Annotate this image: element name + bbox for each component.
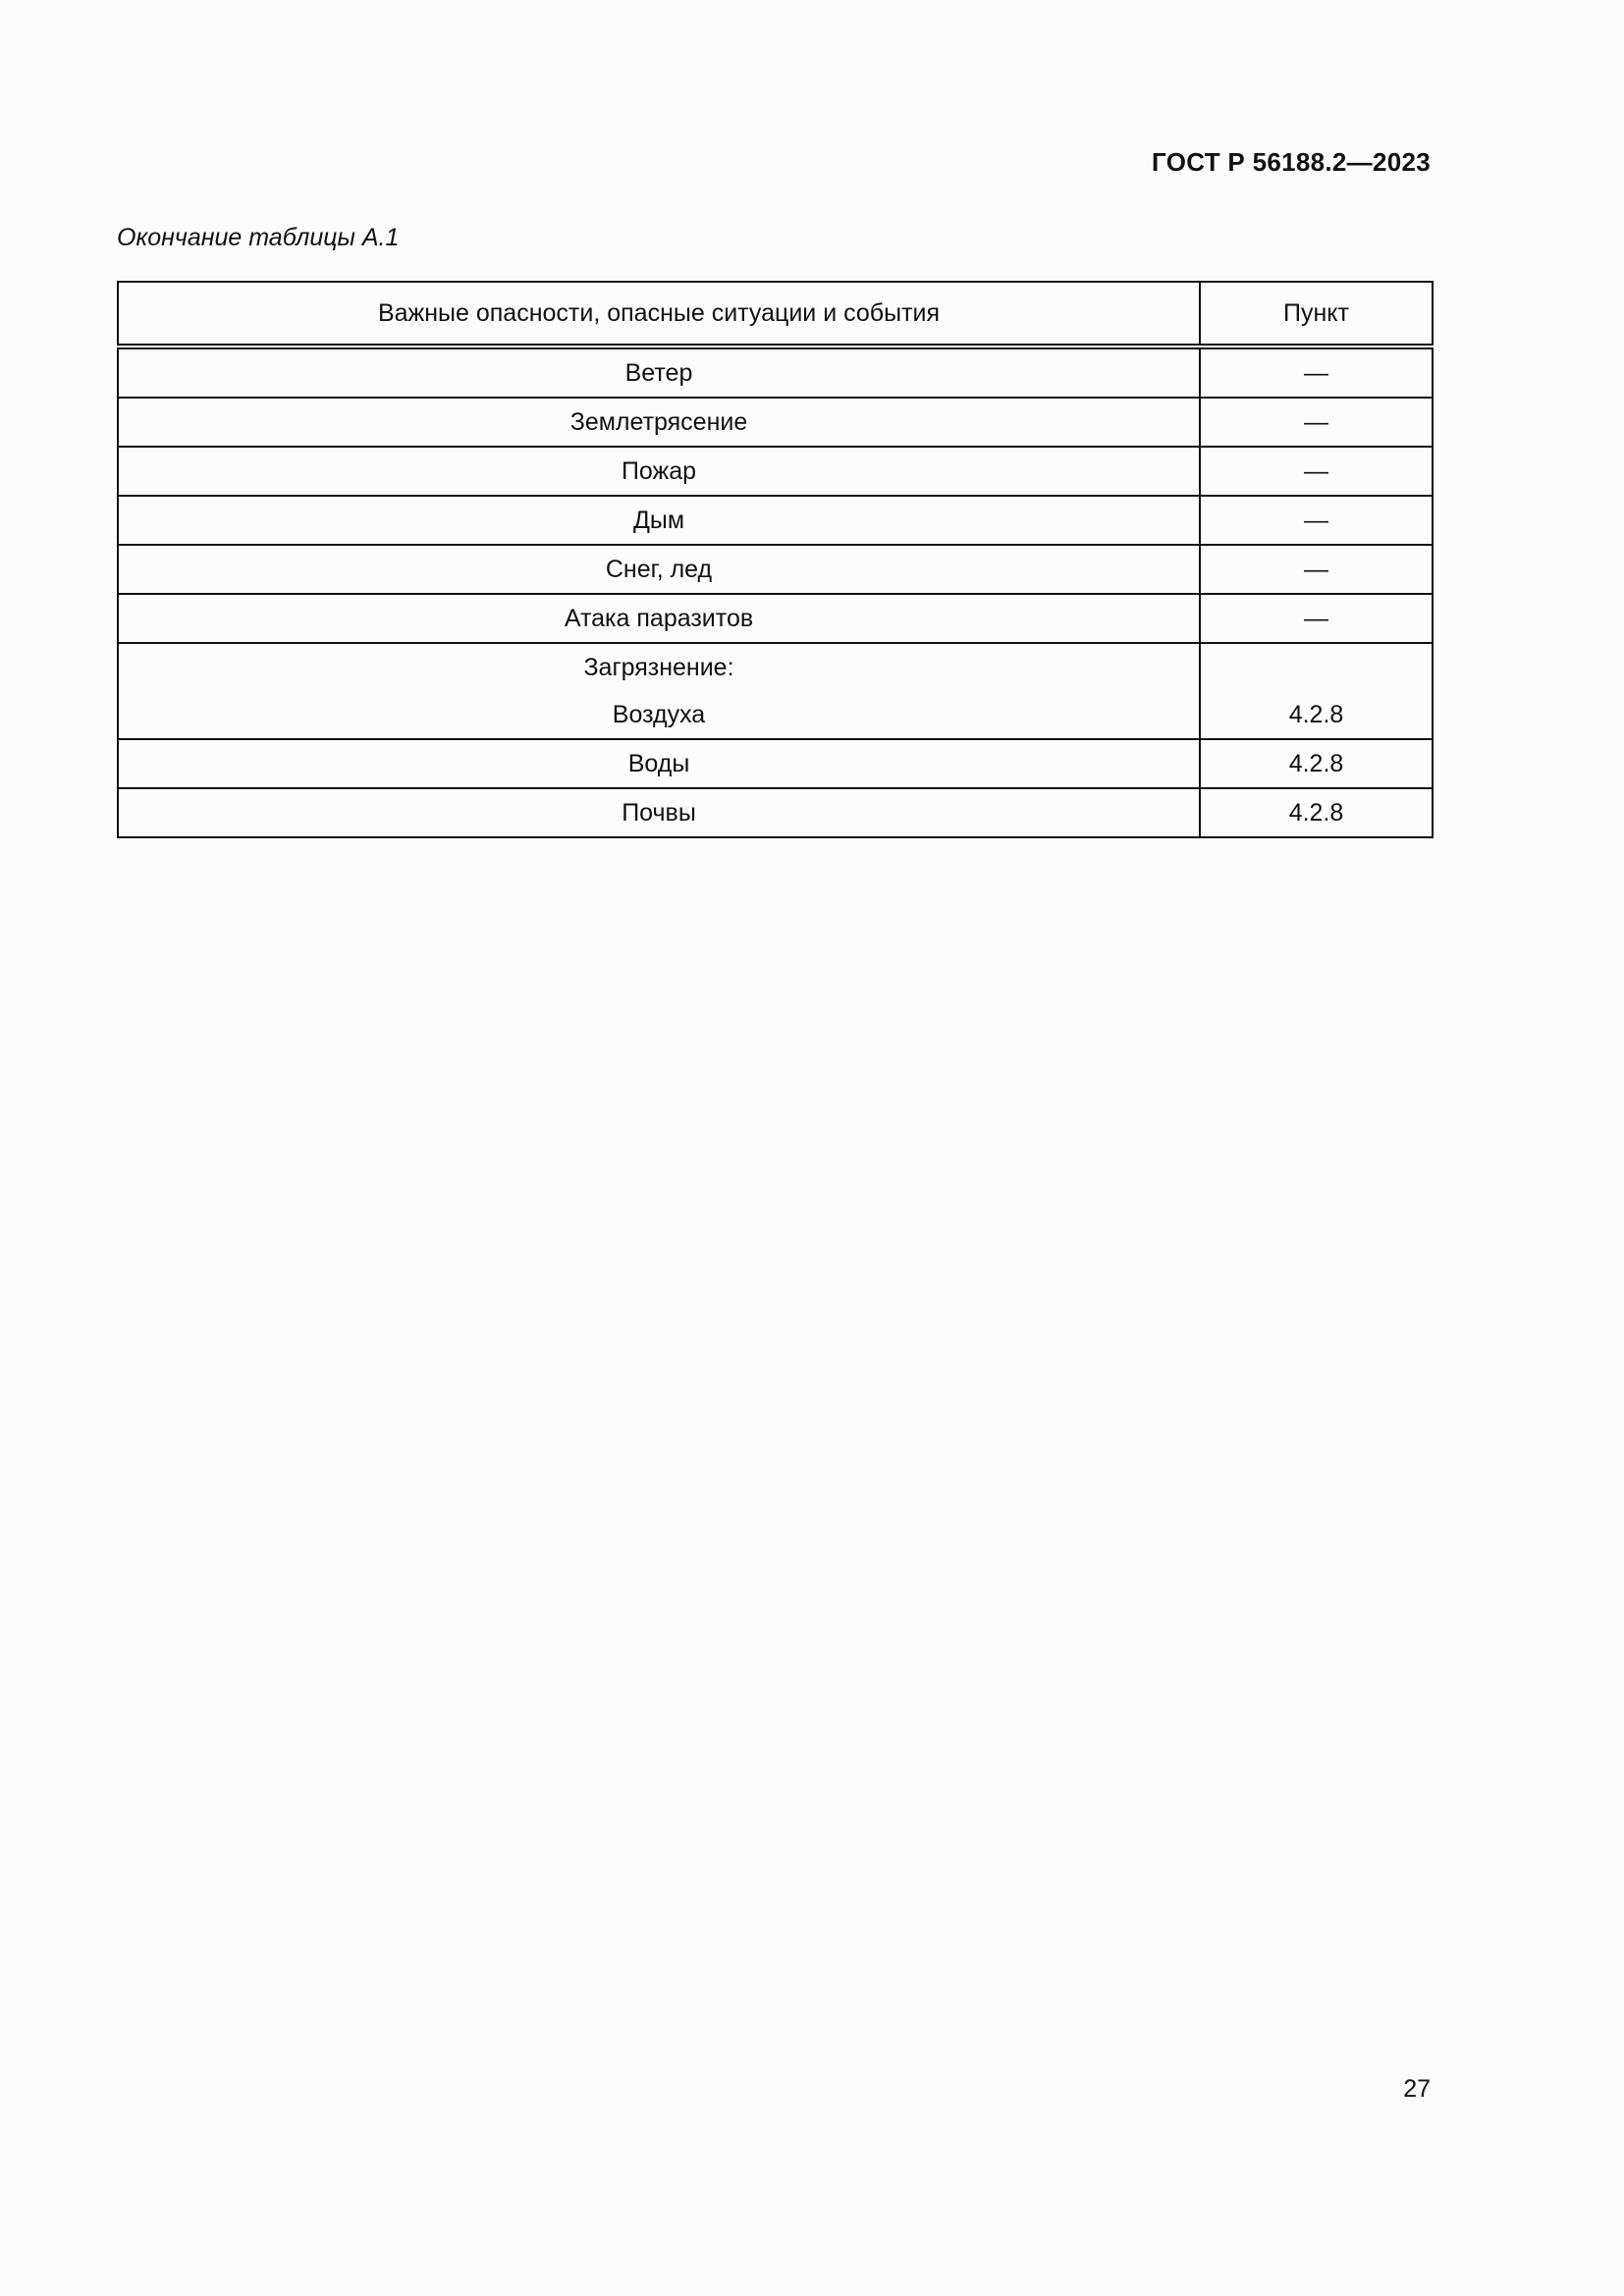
hazards-table [117,281,1434,838]
hazard-cell: Дым [118,496,1200,545]
hazard-cell: Снег, лед [118,545,1200,594]
hazard-cell: Пожар [118,447,1200,496]
hazard-cell: Воздуха [118,691,1200,739]
table-row [118,398,1433,447]
table-row [118,691,1433,739]
hazard-cell: Почвы [118,788,1200,837]
table-caption: Окончание таблицы А.1 [117,224,400,251]
column-header-hazards: Важные опасности, опасные ситуации и события [118,282,1200,347]
clause-cell: 4.2.8 [1200,691,1433,739]
table-row [118,739,1433,788]
clause-cell: — [1200,447,1433,496]
group-label-cell: Загрязнение: [118,643,1200,691]
document-standard-code: ГОСТ Р 56188.2—2023 [1152,147,1431,177]
clause-cell: — [1200,496,1433,545]
hazard-cell: Воды [118,739,1200,788]
table-row [118,545,1433,594]
table-row [118,347,1433,398]
clause-cell: 4.2.8 [1200,739,1433,788]
hazard-cell: Атака паразитов [118,594,1200,643]
clause-cell: — [1200,594,1433,643]
hazard-cell: Землетрясение [118,398,1200,447]
clause-cell: — [1200,398,1433,447]
table-row [118,496,1433,545]
clause-cell: — [1200,347,1433,398]
table-header-row [118,282,1433,347]
page-number: 27 [1403,2075,1431,2103]
clause-cell: — [1200,545,1433,594]
table-row [118,447,1433,496]
table-row [118,594,1433,643]
column-header-clause: Пункт [1200,282,1433,347]
hazard-cell: Ветер [118,347,1200,398]
group-header-row [118,643,1433,691]
clause-cell: 4.2.8 [1200,788,1433,837]
table-row [118,788,1433,837]
group-clause-cell [1200,643,1433,691]
